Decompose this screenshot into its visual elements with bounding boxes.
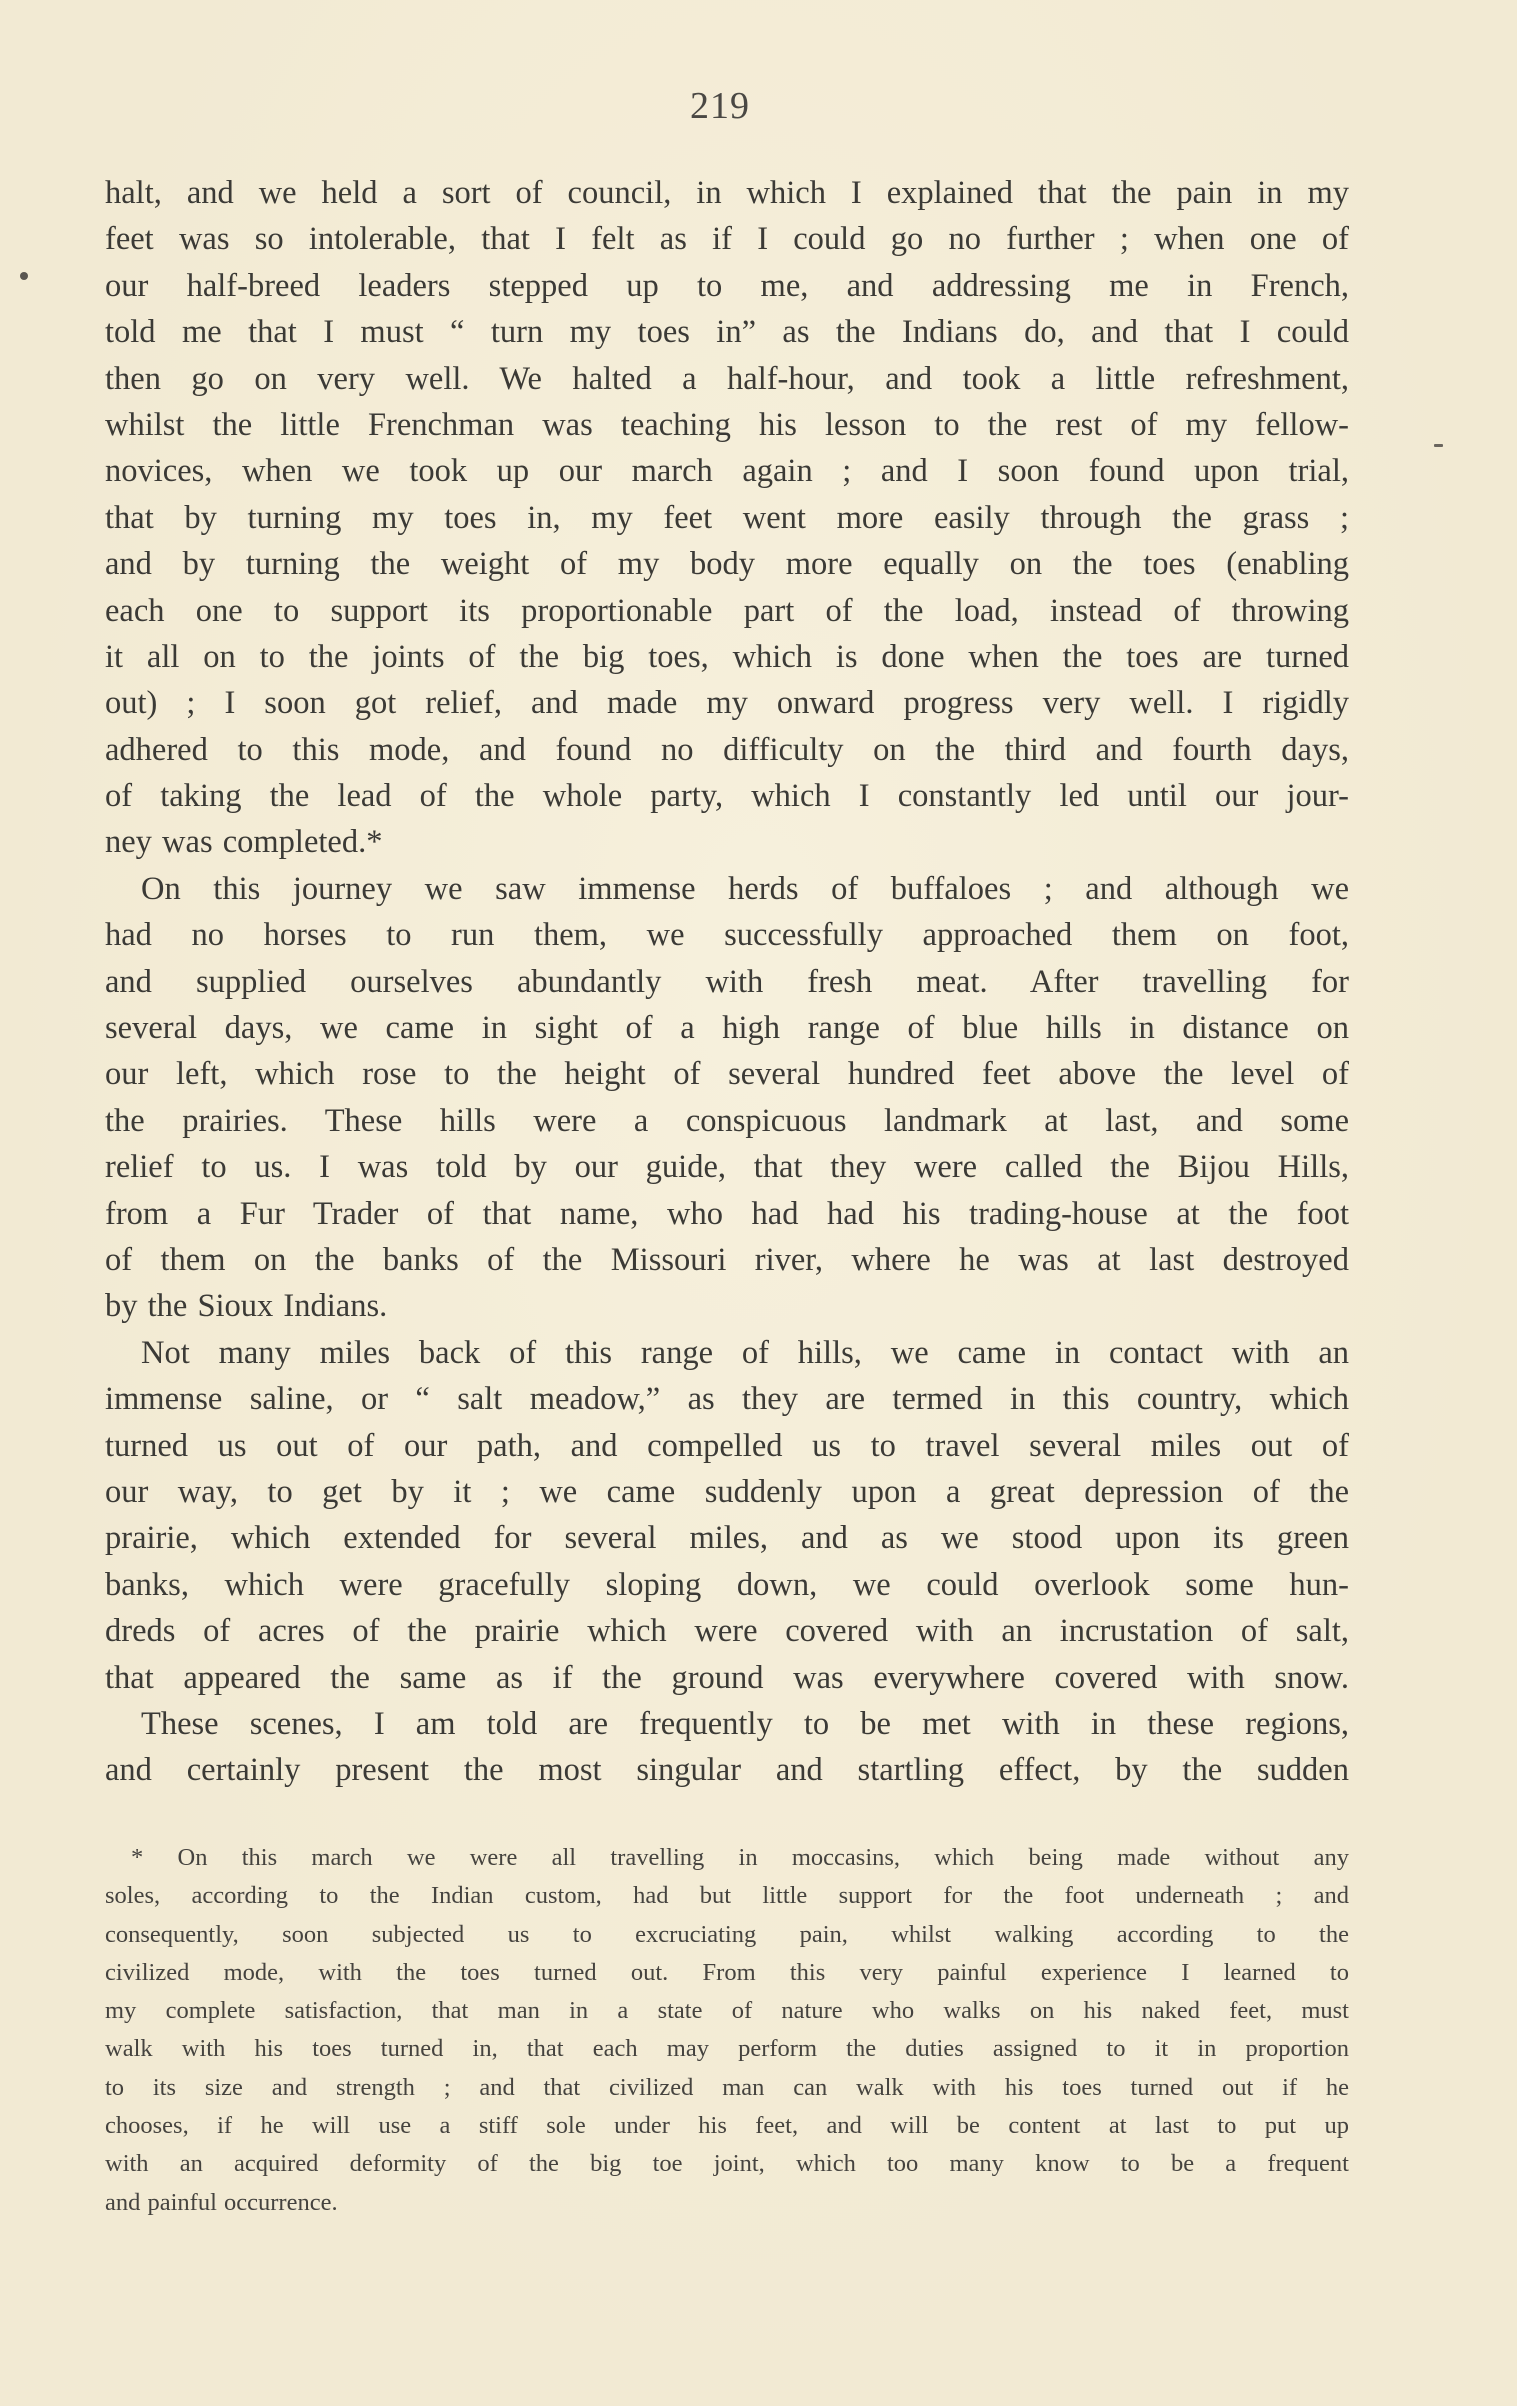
body-line: banks, which were gracefully sloping down, we could overlook some hun- [105,1566,1349,1603]
body-line: On this journey we saw immense herds of buffaloes ; and although we [141,870,1349,907]
body-line: whilst the little Frenchman was teaching his lesson to the rest of my fellow- [105,406,1349,443]
body-line: adhered to this mode, and found no difficulty on the third and fourth days, [105,731,1349,768]
ink-mark [1434,444,1443,447]
body-line: then go on very well. We halted a half-hour, and took a little refreshment, [105,360,1349,397]
body-line: dreds of acres of the prairie which were covered with an incrustation of salt, [105,1613,1349,1650]
body-line: our way, to get by it ; we came suddenly upon a great depression of the [105,1473,1349,1510]
body-line: our half-breed leaders stepped up to me, and addressing me in French, [105,267,1349,304]
body-line: prairie, which extended for several miles, and as we stood upon its green [105,1520,1349,1557]
footnote-line: soles, according to the Indian custom, had but little support for the foot underneath ; and [105,1882,1349,1910]
page-number: 219 [690,85,750,127]
body-line: and certainly present the most singular and startling effect, by the sudden [105,1752,1349,1789]
body-line: by the Sioux Indians. [105,1288,388,1325]
body-line: halt, and we held a sort of council, in which I explained that the pain in my [105,175,1349,211]
body-line: each one to support its proportionable part of the load, instead of throwing [105,592,1349,629]
body-line: that appeared the same as if the ground was everywhere covered with snow. [105,1659,1349,1696]
body-line: and supplied ourselves abundantly with fresh meat. After travelling for [105,963,1349,1000]
footnote [105,1839,1349,2222]
body-line: novices, when we took up our march again ; and I soon found upon trial, [105,453,1349,490]
body-text [105,170,1349,1794]
body-line: of taking the lead of the whole party, which I constantly led until our jour- [105,778,1349,815]
body-line: from a Fur Trader of that name, who had had his trading-house at the foot [105,1195,1349,1232]
body-line: These scenes, I am told are frequently to be met with in these regions, [141,1705,1349,1742]
body-line: of them on the banks of the Missouri river, where he was at last destroyed [105,1241,1349,1278]
body-line: our left, which rose to the height of several hundred feet above the level of [105,1056,1349,1093]
body-line: immense saline, or “ salt meadow,” as they are termed in this country, which [105,1381,1349,1418]
footnote-line: with an acquired deformity of the big toe joint, which too many know to be a frequent [105,2150,1349,2178]
body-line: the prairies. These hills were a conspicuous landmark at last, and some [105,1102,1349,1139]
footnote-line: civilized mode, with the toes turned out. From this very painful experience I learned to [105,1958,1349,1986]
body-line: that by turning my toes in, my feet went more easily through the grass ; [105,499,1349,536]
body-line: ney was completed.* [105,824,383,861]
footnote-line: my complete satisfaction, that man in a state of nature who walks on his naked feet, must [105,1997,1349,2025]
footnote-line: and painful occurrence. [105,2188,338,2216]
footnote-line: chooses, if he will use a stiff sole under his feet, and will be content at last to put up [105,2112,1349,2140]
ink-speck [20,272,28,280]
body-line: and by turning the weight of my body more equally on the toes (enabling [105,546,1349,583]
body-line: told me that I must “ turn my toes in” as the Indians do, and that I could [105,314,1349,351]
body-line: several days, we came in sight of a high range of blue hills in distance on [105,1010,1349,1047]
body-line: relief to us. I was told by our guide, that they were called the Bijou Hills, [105,1149,1349,1186]
body-line: out) ; I soon got relief, and made my onward progress very well. I rigidly [105,685,1349,722]
body-line: feet was so intolerable, that I felt as if I could go no further ; when one of [105,221,1349,258]
footnote-line: to its size and strength ; and that civilized man can walk with his toes turned out if he [105,2073,1349,2101]
body-line: it all on to the joints of the big toes, which is done when the toes are turned [105,638,1349,675]
footnote-line: walk with his toes turned in, that each may perform the duties assigned to it in proportion [105,2035,1349,2063]
body-line: turned us out of our path, and compelled us to travel several miles out of [105,1427,1349,1464]
body-line: had no horses to run them, we successfully approached them on foot, [105,917,1349,954]
body-line: Not many miles back of this range of hills, we came in contact with an [141,1334,1349,1371]
footnote-line: * On this march we were all travelling in moccasins, which being made without any [131,1844,1349,1871]
footnote-line: consequently, soon subjected us to excruciating pain, whilst walking according to the [105,1920,1349,1948]
